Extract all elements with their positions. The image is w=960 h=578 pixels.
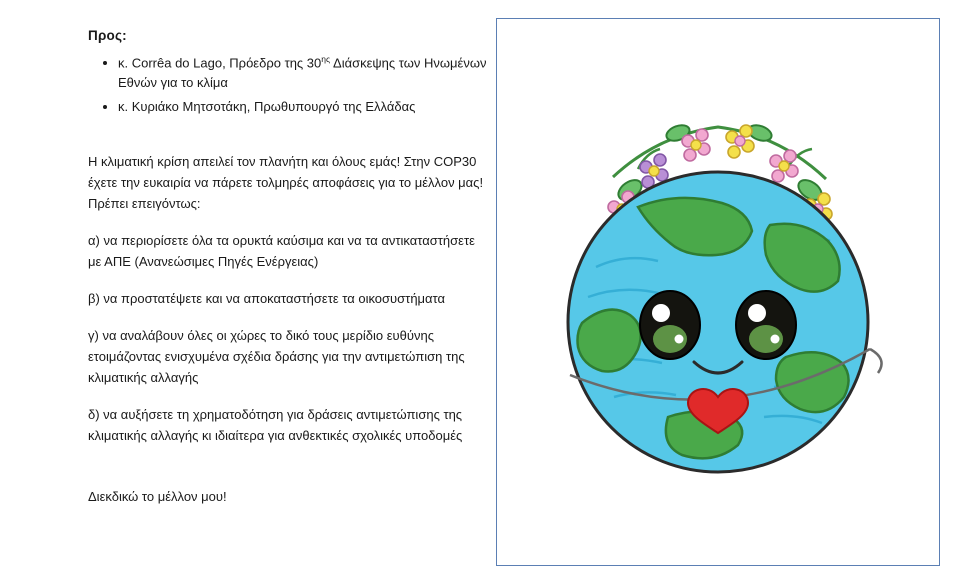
recipient-ordinal: ης [321, 54, 331, 64]
recipient-list [88, 53, 488, 117]
orbit-ring-tail [870, 349, 882, 373]
paragraph-demand-a: α) να περιορίσετε όλα τα ορυκτά καύσιμα και να τα αντικαταστήσετε με ΑΠΕ (Ανανεώσιμες Πηγές Ενέργειας) [88, 232, 475, 269]
recipient-text-before: κ. Corrêa do Lago, Πρόεδρο της 30 [118, 55, 322, 71]
drawing-canvas [497, 19, 939, 565]
recipient-text-before: κ. Κυριάκο Μητσοτάκη, Πρωθυπουργό της Ελλάδας [118, 98, 416, 114]
paragraph-demand-c: γ) να αναλάβουν όλες οι χώρες το δικό τους μερίδιο ευθύνης ετοιμάζοντας ενισχυμένα σχέδια δράσης για την αντιμετώπιση της κλιματικής αλλαγής [88, 328, 465, 386]
earth-globe [568, 172, 882, 472]
flower-icon [770, 150, 798, 182]
paragraph-demand-d: δ) να αυξήσετε τη χρηματοδότηση για δράσεις αντιμετώπισης της κλιματικής αλλαγής κι ιδιαίτερα για ανθεκτικές σχολικές υποδομές [88, 407, 463, 444]
list-item [118, 53, 488, 94]
paragraph-intro: Η κλιματική κρίση απειλεί τον πλανήτη και όλους εμάς! Στην COP30 έχετε την ευκαιρία να πάρετε τολμηρές αποφάσεις για το μέλλον μας! Πρέπει επειγόντως: [88, 153, 484, 211]
closing-line: Διεκδικώ το μέλλον μου! [88, 489, 227, 505]
paragraph-demand-b: β) να προστατέψετε και να αποκαταστήσετε τα οικοσυστήματα [88, 290, 446, 306]
to-label: Προς: [88, 28, 127, 43]
drawing-frame [496, 18, 940, 566]
earth-character-illustration [518, 57, 918, 527]
recipient-text-after: Διάσκεψης των Ηνωμένων Εθνών για το κλίμα [118, 55, 487, 91]
letter-text-block [88, 28, 488, 523]
list-item [118, 97, 488, 117]
